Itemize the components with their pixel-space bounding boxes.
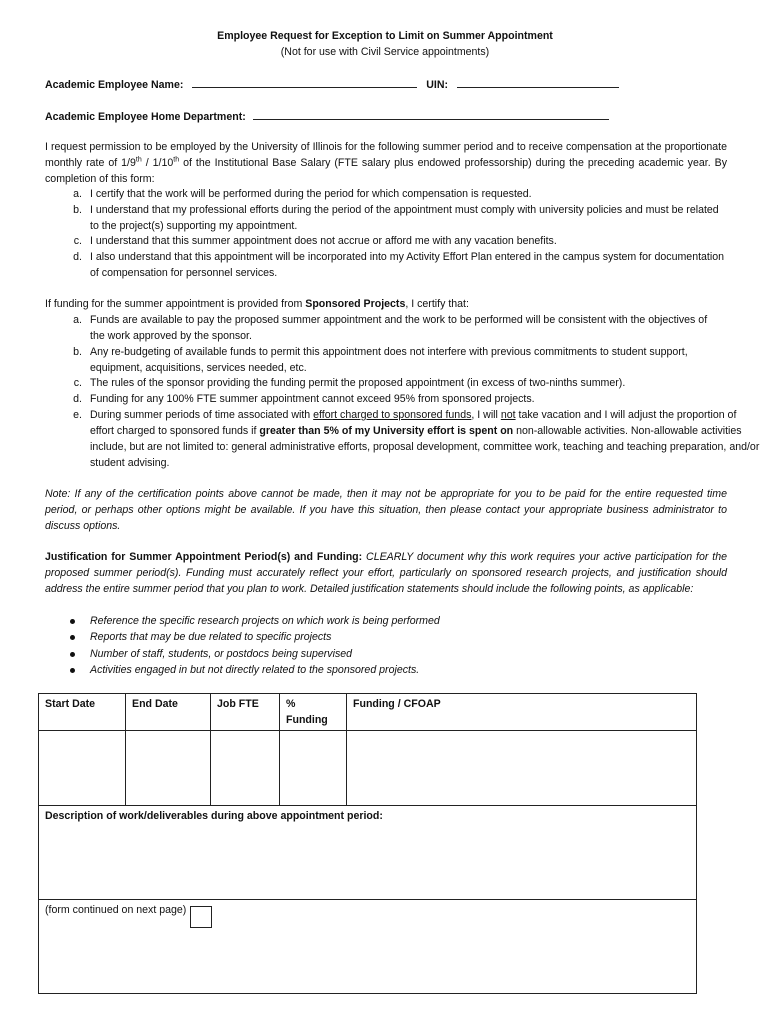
employee-name-field[interactable] <box>192 76 417 88</box>
employee-name-row <box>45 76 619 93</box>
note-paragraph: Note: If any of the certification points above cannot be made, then it may not be appropriate for you to be paid for the entire requested time period, or perhaps other options might be available. If you have this situation, then please contact your appropriate business administrator to discuss options. <box>45 488 727 532</box>
description-row <box>39 806 697 900</box>
header-end-date: End Date <box>126 694 211 731</box>
appointment-table <box>38 693 697 994</box>
employee-name-label: Academic Employee Name: <box>45 79 184 91</box>
header-job-fte: Job FTE <box>211 694 280 731</box>
continued-label: (form continued on next page) <box>45 904 187 916</box>
home-department-label: Academic Employee Home Department: <box>45 111 246 123</box>
continued-checkbox[interactable] <box>190 906 212 928</box>
sponsored-lead: If funding for the summer appointment is provided from Sponsored Projects, I certify that: <box>45 298 469 310</box>
uin-label: UIN: <box>426 79 449 91</box>
table-row <box>39 731 697 806</box>
header-start-date: Start Date <box>39 694 126 731</box>
form-title: Employee Request for Exception to Limit on Summer Appointment <box>217 30 553 42</box>
continued-row <box>39 900 697 994</box>
intro-paragraph: I request permission to be employed by the University of Illinois for the following summer period and to receive compensation at the proportionate monthly rate of 1/9th / 1/10th of the Institutional Base Salary (FTE salary plus endowed professorship) during the preceding academic year. By completion of this form: <box>45 141 727 185</box>
funding-cfoap-cell[interactable] <box>347 731 697 806</box>
bullet-icon <box>70 619 75 624</box>
continued-cell <box>39 900 697 994</box>
home-department-field[interactable] <box>253 108 609 120</box>
start-date-cell[interactable] <box>39 731 126 806</box>
percent-funding-cell[interactable] <box>280 731 347 806</box>
bullet-icon <box>70 668 75 673</box>
form-subtitle: (Not for use with Civil Service appointments) <box>280 46 490 58</box>
description-label: Description of work/deliverables during above appointment period: <box>45 810 383 822</box>
uin-field[interactable] <box>457 76 619 88</box>
bullet-icon <box>70 652 75 657</box>
description-cell[interactable] <box>39 806 697 900</box>
job-fte-cell[interactable] <box>211 731 280 806</box>
home-department-row <box>45 108 609 125</box>
table-header-row <box>39 694 697 731</box>
header-funding-cfoap: Funding / CFOAP <box>347 694 697 731</box>
form-page: Employee Request for Exception to Limit on Summer Appointment (Not for use with Civil Service appointments) Academic Employee Name: UIN: Academic Employee Home Department: I request permission to be employed by the University of Illinois for the following summer period and to receive compensation at the proportionate monthly rate of 1/9th / 1/10th of the Institutional Base Salary (FTE salary plus endowed professorship) during the preceding academic year. By completion of this form: a. I certify that the work will be performed during the period for which compensation is requested. b. I understand that my professional efforts during the period of the appointment must comply with university policies and must be related to the project(s) supporting my appointment. c. I understand that this summer appointment does not accrue or afford me with any vacation benefits. d. I also understand that this appointment will be incorporated into my Activity Effort Plan entered in the campus system for documentation of compensation for personnel services. If funding for the summer appointment is provided from Sponsored Projects, I certify that: a. Funds are available to pay the proposed summer appointment and the work to be performed will be consistent with the objectives of the work approved by the sponsor. b. Any re-budgeting of available funds to permit this appointment does not interfere with previous commitments to student support, equipment, acquisitions, services needed, etc. c. The rules of the sponsor providing the funding permit the proposed appointment (in excess of two-ninths summer). d. Funding for any 100% FTE summer appointment cannot exceed 95% from sponsored projects. e. During summer periods of time associated with effort charged to sponsored funds, I will not take vacation and I will adjust the proportion of effort charged to sponsored funds if greater than 5% of my University effort is spent on non-allowable activities. Non-allowable activities include, but are not limited to: general administrative efforts, proposal development, committee work, teaching and teaching preparation, and/or student advising. Note: If any of the certification points above cannot be made, then it may not be appropriate for you to be paid for the entire requested time period, or perhaps other options might be available. If you have this situation, then please contact your appropriate business administrator to discuss options. Justification for Summer Appointment Period(s) and Funding: CLEARLY document why this work requires your active participation for the proposed summer period(s). Funding must accurately reflect your effort, particularly on sponsored research projects, and justification should address the entire summer period that you plan to work. Detailed justification statements should include the following points, as applicable: Reference the specific research projects on which work is being performed Reports that may be due related to specific projects Number of staff, students, or postdocs being supervised Activities engaged in but not directly related to the sponsored projects. Start Date End Date Job FTE % Funding Funding / CFOAP Description of work/deliverables during above appointment period: (form continued on next page) <box>0 0 770 1024</box>
bullet-icon <box>70 635 75 640</box>
header-percent-funding: % Funding <box>280 694 347 731</box>
justification-paragraph: Justification for Summer Appointment Period(s) and Funding: CLEARLY document why this work requires your active participation for the proposed summer period(s). Funding must accurately reflect your effort, particularly on sponsored research projects, and justification should address the entire summer period that you plan to work. Detailed justification statements should include the following points, as applicable: <box>45 551 727 595</box>
end-date-cell[interactable] <box>126 731 211 806</box>
